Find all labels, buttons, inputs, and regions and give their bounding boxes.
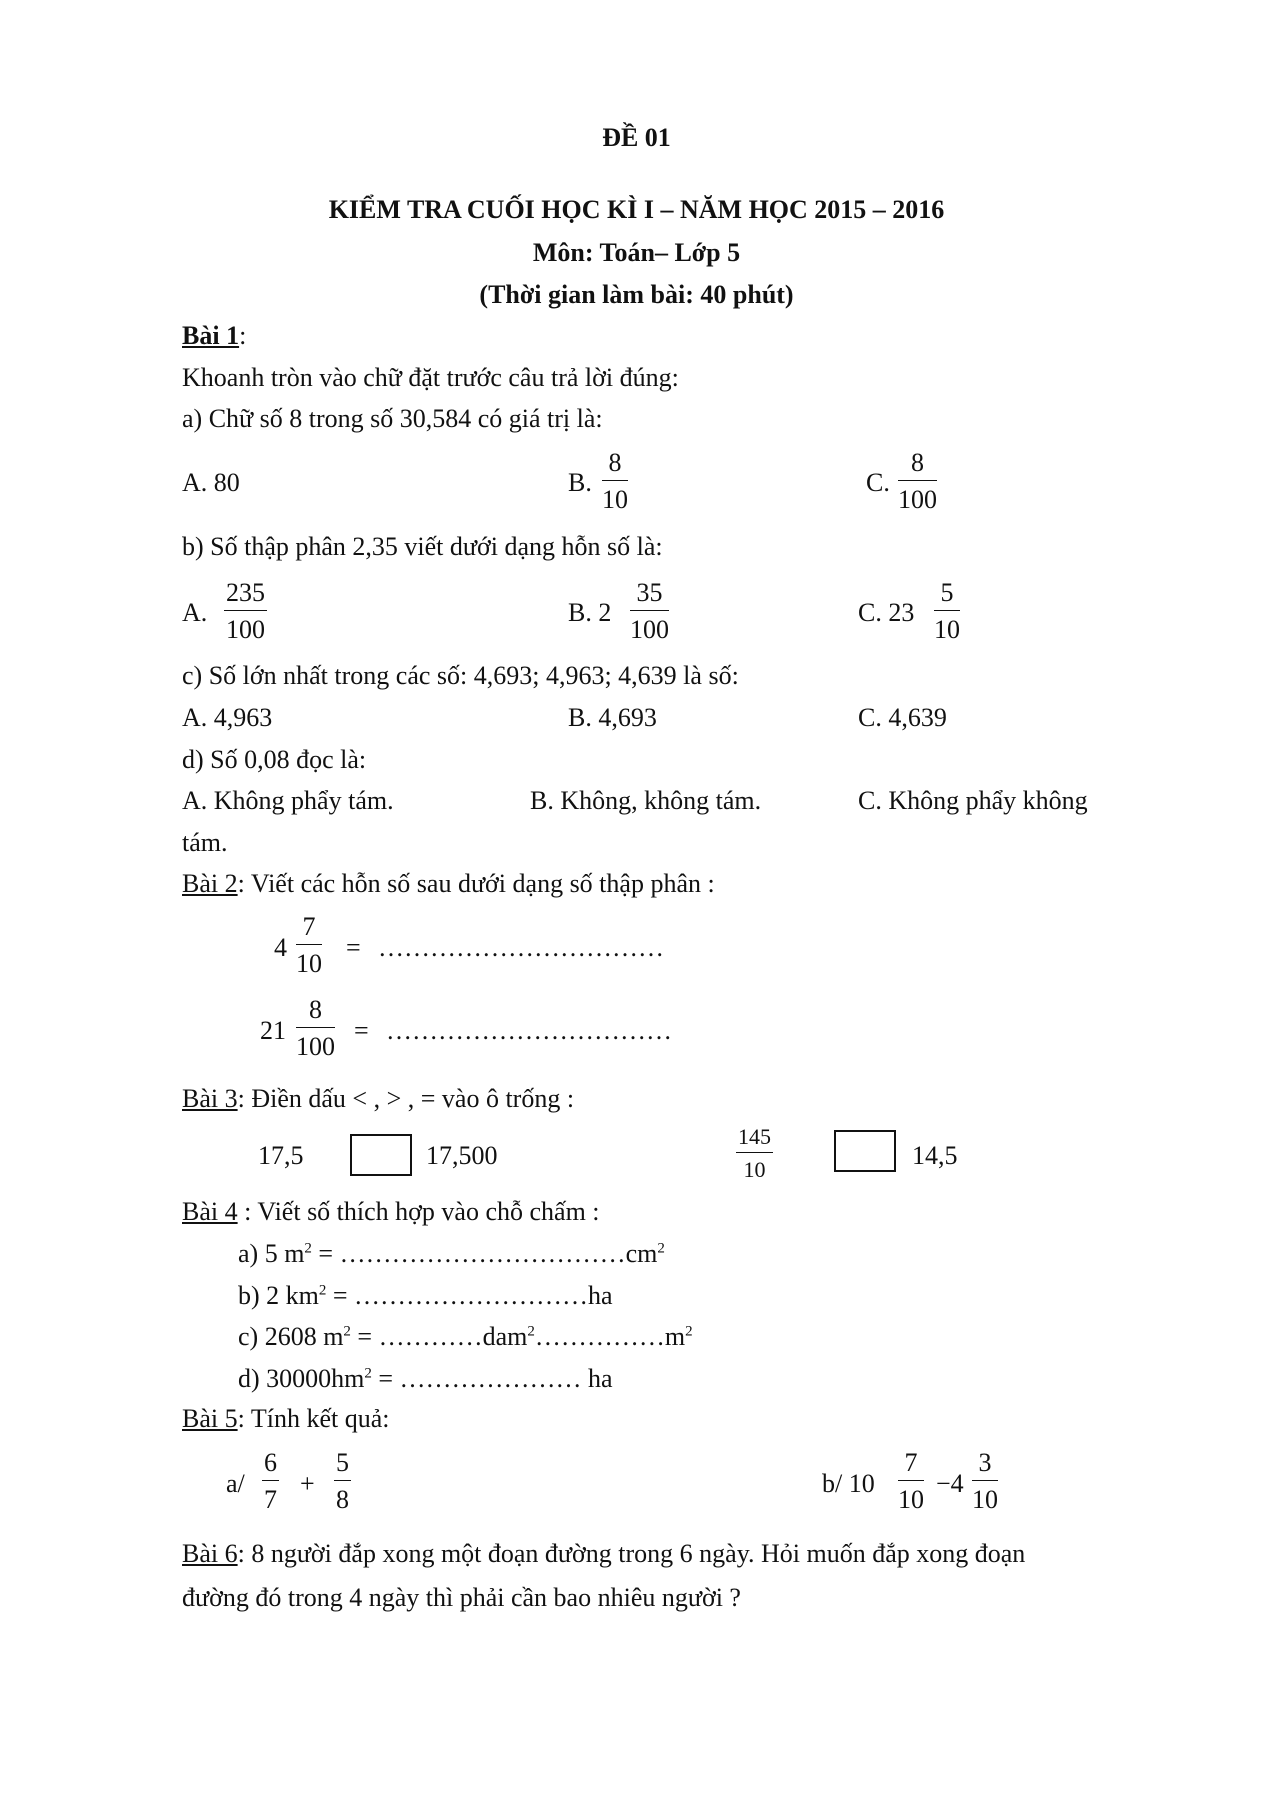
bai3-blank-box-2[interactable] (834, 1130, 896, 1172)
bai1-d-option-c-continued: tám. (182, 828, 228, 857)
bai3-left-1: 17,5 (258, 1141, 304, 1170)
bai1-question-b: b) Số thập phân 2,35 viết dưới dạng hỗn số là: (182, 532, 663, 561)
bai1-c-option-c: C. 4,639 (858, 703, 947, 732)
bai5-b-fraction-1: $\frac{7}{10}$ (898, 1448, 924, 1514)
bai3-heading: Bài 3: Điền dấu < , > , = vào ô trống : (182, 1084, 575, 1113)
bai1-a-option-b-fraction: $\frac{8}{10}$ (602, 448, 628, 514)
bai2-item-1-blank: …………………………… (378, 933, 664, 962)
bai2-item-1-fraction: $\frac{7}{10}$ (296, 912, 322, 978)
exam-time: (Thời gian làm bài: 40 phút) (479, 280, 794, 309)
exam-title: KIỂM TRA CUỐI HỌC KÌ I – NĂM HỌC 2015 – 2016 (328, 195, 945, 224)
bai4-heading: Bài 4 : Viết số thích hợp vào chỗ chấm : (182, 1197, 600, 1226)
bai3-fraction-2: $\frac{145}{10}$ (738, 1124, 771, 1182)
bai1-question-d: d) Số 0,08 đọc là: (182, 745, 367, 774)
bai1-b-option-c-fraction: $\frac{5}{10}$ (934, 578, 960, 644)
bai3-right-2: 14,5 (912, 1141, 958, 1170)
bai5-b-fraction-2: $\frac{3}{10}$ (972, 1448, 998, 1514)
bai4-item-b: b) 2 $km^2$ = ………………………ha (238, 1281, 613, 1310)
bai1-heading: Bài 1: (182, 321, 247, 350)
bai5-b-prefix: b/ 10 (822, 1469, 875, 1498)
bai3-blank-box-1[interactable] (350, 1134, 412, 1176)
bai4-item-c: c) 2608 $m^2$ = $\dots\dots\dots\dots dam^2\dots\dots\dots\dots\dots m^2$ (238, 1322, 693, 1351)
bai2-item-2-fraction: $\frac{8}{100}$ (296, 995, 335, 1061)
bai1-b-option-a-fraction: $\frac{235}{100}$ (226, 578, 265, 644)
bai1-c-option-b: B. 4,693 (568, 703, 657, 732)
bai1-a-option-a: A. 80 (182, 468, 240, 497)
bai1-b-option-a-label: A. (182, 598, 208, 627)
bai3-right-1: 17,500 (426, 1141, 498, 1170)
bai1-a-option-c-label: C. (866, 468, 890, 497)
bai1-b-option-b-label: B. 2 (568, 598, 612, 627)
bai2-item-2-blank: …………………………… (386, 1016, 672, 1045)
exam-subject: Môn: Toán– Lớp 5 (532, 238, 741, 267)
exam-code: ĐỀ 01 (602, 123, 671, 152)
bai2-item-1-equals: = (346, 933, 361, 962)
bai4-item-a: a) 5 $m^2$ = $\dots\dots\dots\dots\dots\dots\dots\dots\dots\dots\dots cm^2$ (238, 1239, 665, 1268)
bai1-instruction: Khoanh tròn vào chữ đặt trước câu trả lời đúng: (182, 363, 679, 392)
bai1-d-option-a: A. Không phẩy tám. (182, 786, 394, 815)
bai1-c-option-a: A. 4,963 (182, 703, 273, 732)
bai5-a-operator: + (300, 1469, 315, 1498)
bai2-heading: Bài 2: Viết các hỗn số sau dưới dạng số thập phân : (182, 869, 715, 898)
bai1-b-option-c-label: C. 23 (858, 598, 915, 627)
bai1-d-option-b: B. Không, không tám. (530, 786, 762, 815)
bai1-question-a: a) Chữ số 8 trong số 30,584 có giá trị là: (182, 404, 603, 433)
bai2-item-2-whole: 21 (260, 1016, 286, 1045)
bai2-item-2-equals: = (354, 1016, 369, 1045)
bai1-d-option-c: C. Không phẩy không (858, 786, 1088, 815)
bai5-heading: Bài 5: Tính kết quả: (182, 1404, 390, 1433)
bai4-item-d: d) $30000hm^2$ = ………………… ha (238, 1364, 613, 1393)
bai1-b-option-b-fraction: $\frac{35}{100}$ (630, 578, 669, 644)
bai5-a-fraction-2: $\frac{5}{8}$ (336, 1448, 349, 1514)
bai1-question-c: c) Số lớn nhất trong các số: 4,693; 4,963; 4,639 là số: (182, 661, 739, 690)
bai1-a-option-c-fraction: $\frac{8}{100}$ (898, 448, 937, 514)
bai5-b-operator: −4 (936, 1469, 964, 1498)
bai5-a-fraction-1: $\frac{6}{7}$ (264, 1448, 277, 1514)
bai1-a-option-b-label: B. (568, 468, 592, 497)
bai2-item-1-whole: 4 (274, 933, 287, 962)
bai5-a-prefix: a/ (226, 1469, 245, 1498)
bai6-line-2: đường đó trong 4 ngày thì phải cần bao nhiêu người ? (182, 1583, 741, 1612)
bai6-line-1: Bài 6: 8 người đắp xong một đoạn đường trong 6 ngày. Hỏi muốn đắp xong đoạn (182, 1539, 1026, 1568)
